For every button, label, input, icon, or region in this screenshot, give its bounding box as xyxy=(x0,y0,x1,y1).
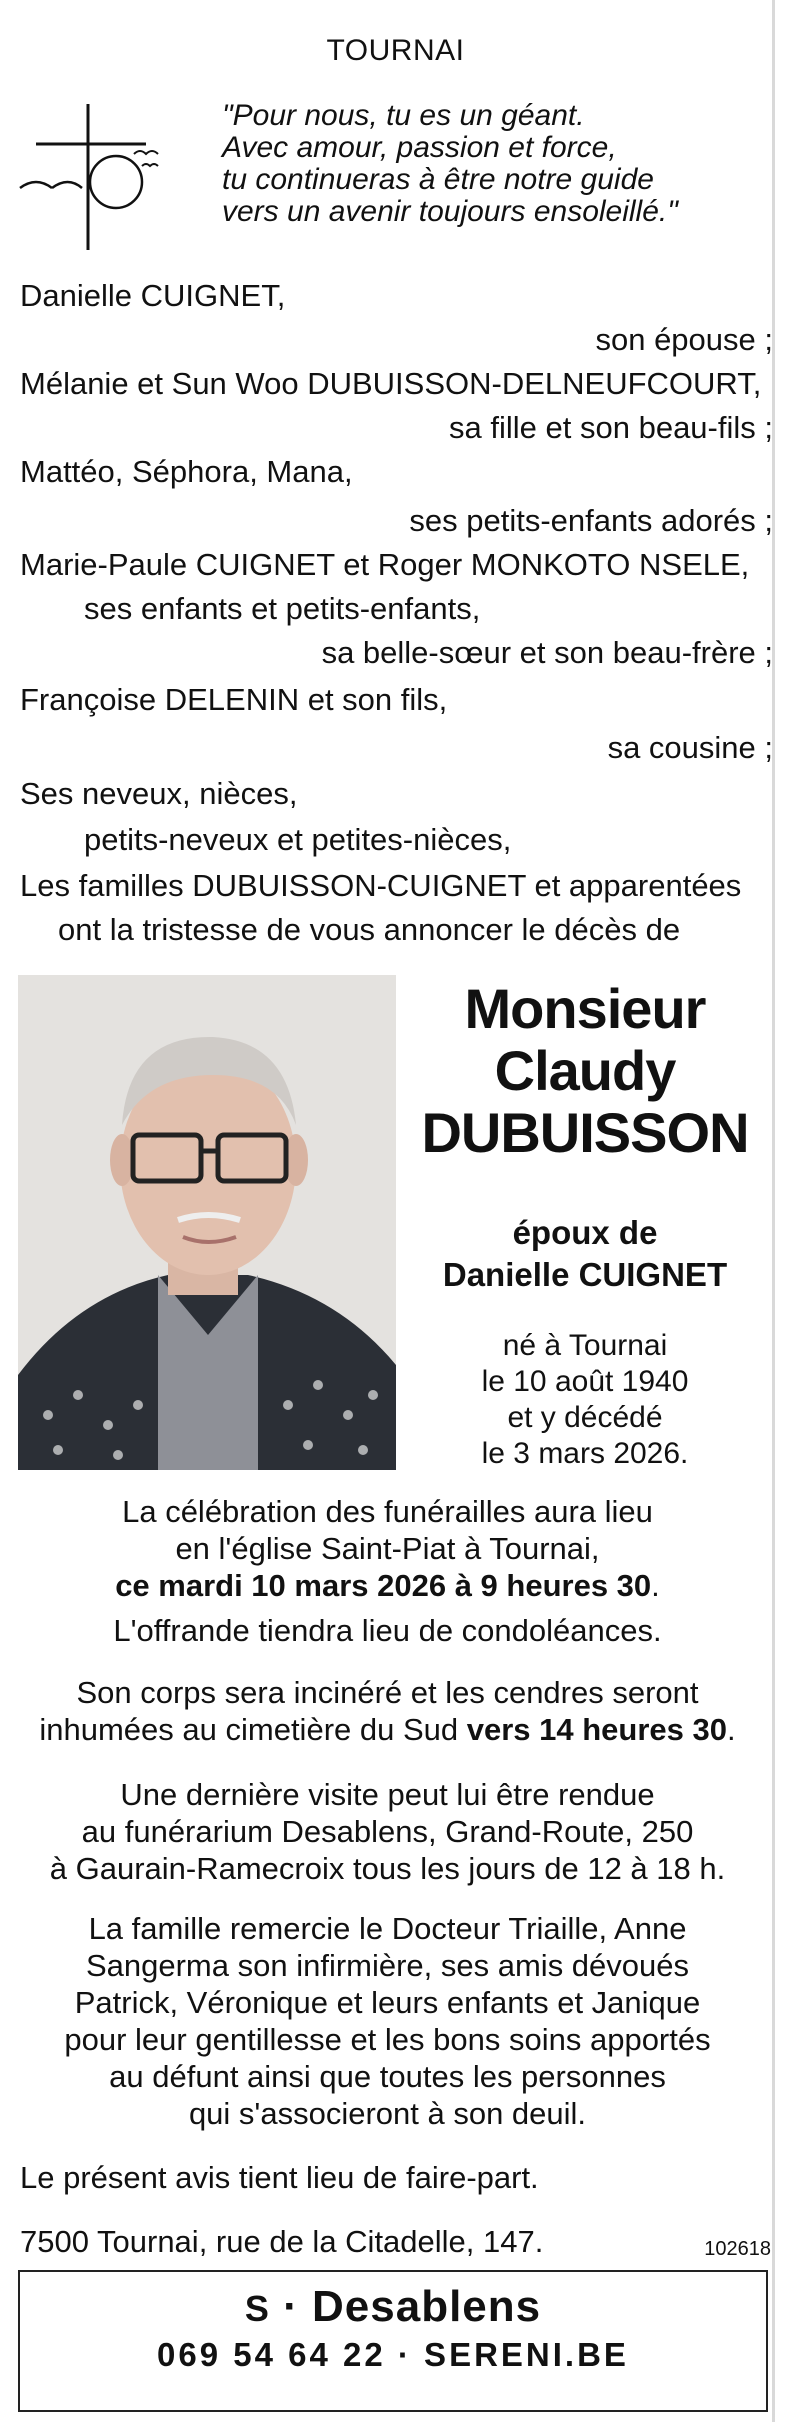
birth-line: né à Tournai xyxy=(502,1329,668,1362)
visit-paragraph xyxy=(0,1776,775,1887)
ceremony-line: en l'église Saint-Piat à Tournai, xyxy=(175,1531,600,1566)
thanks-line: qui s'associeront à son deuil. xyxy=(188,2096,587,2131)
visit-line: à Gaurain-Ramecroix tous les jours de 12 à 18 h. xyxy=(49,1851,726,1886)
cremation-line: Son corps sera incinéré et les cendres seront xyxy=(76,1675,699,1710)
family-line: Les familles DUBUISSON-CUIGNET et apparentées xyxy=(20,868,742,903)
ceremony-datetime: ce mardi 10 mars 2026 à 9 heures 30. xyxy=(115,1568,660,1603)
family-line: petits-neveux et petites-nièces, xyxy=(84,822,512,857)
family-line: Françoise DELENIN et son fils, xyxy=(20,682,448,717)
reference-number: 102618 xyxy=(704,2238,771,2260)
ceremony-datetime-bold: ce mardi 10 mars 2026 à 9 heures 30 xyxy=(115,1568,652,1603)
birth-date: le 10 août 1940 xyxy=(481,1365,689,1398)
deceased-first-name: Claudy xyxy=(494,1039,676,1102)
announcement-line: ont la tristesse de vous annoncer le décès de xyxy=(58,912,681,947)
logo-contact: 069 54 64 22 · SERENI.BE xyxy=(157,2336,629,2373)
cross-with-birds-icon xyxy=(16,102,176,252)
thanks-line: Patrick, Véronique et leurs enfants et Janique xyxy=(74,1985,701,2020)
thanks-line: au défunt ainsi que toutes les personnes xyxy=(109,2059,666,2094)
visit-line: au funérarium Desablens, Grand-Route, 250 xyxy=(81,1814,694,1849)
spouse-label: époux de xyxy=(512,1214,658,1251)
thanks-paragraph xyxy=(0,1910,775,2132)
funeral-home-logo xyxy=(18,2270,768,2412)
cremation-line: inhumées au cimetière du Sud vers 14 heures 30. xyxy=(39,1712,736,1747)
quote-block xyxy=(222,100,762,228)
deceased-portrait xyxy=(18,975,396,1470)
deceased-last-name: DUBUISSON xyxy=(421,1101,749,1164)
city-heading: TOURNAI xyxy=(326,34,465,67)
thanks-line: La famille remercie le Docteur Triaille, Anne xyxy=(88,1911,687,1946)
deceased-name-block xyxy=(400,978,770,1164)
visit-line: Une dernière visite peut lui être rendue xyxy=(120,1777,655,1812)
deceased-title: Monsieur xyxy=(464,977,706,1040)
address-line: 7500 Tournai, rue de la Citadelle, 147. xyxy=(20,2224,544,2259)
spouse-name: Danielle CUIGNET xyxy=(442,1256,728,1293)
thanks-line: Sangerma son infirmière, ses amis dévoués xyxy=(85,1948,690,1983)
family-line: ses enfants et petits-enfants, xyxy=(84,591,481,626)
cremation-time: vers 14 heures 30 xyxy=(466,1712,727,1747)
thanks-line: pour leur gentillesse et les bons soins apportés xyxy=(64,2022,711,2057)
notice-line: Le présent avis tient lieu de faire-part. xyxy=(20,2160,539,2195)
quote-line: "Pour nous, tu es un géant. xyxy=(222,99,585,132)
family-relation: sa cousine ; xyxy=(607,730,773,765)
quote-line: Avec amour, passion et force, xyxy=(222,131,617,164)
death-date: le 3 mars 2026. xyxy=(481,1437,689,1470)
quote-line: tu continueras à être notre guide xyxy=(222,163,654,196)
family-line: Marie-Paule CUIGNET et Roger MONKOTO NSELE, xyxy=(20,547,750,582)
birth-death-block xyxy=(400,1328,770,1472)
family-relation: son épouse ; xyxy=(595,322,773,357)
logo-name-line: S · Desablens xyxy=(244,2282,542,2331)
family-line: Mattéo, Séphora, Mana, xyxy=(20,454,353,489)
family-relation: sa belle-sœur et son beau-frère ; xyxy=(321,635,773,670)
family-line: Ses neveux, nièces, xyxy=(20,776,298,811)
spouse-block xyxy=(400,1212,770,1296)
family-line: Danielle CUIGNET, xyxy=(20,278,286,313)
quote-line: vers un avenir toujours ensoleillé." xyxy=(222,195,678,228)
family-line: Mélanie et Sun Woo DUBUISSON-DELNEUFCOURT, xyxy=(20,366,762,401)
death-line: et y décédé xyxy=(507,1401,663,1434)
cremation-paragraph xyxy=(0,1674,775,1748)
family-relation: sa fille et son beau-fils ; xyxy=(449,410,773,445)
family-relation: ses petits-enfants adorés ; xyxy=(409,503,773,538)
ceremony-line: La célébration des funérailles aura lieu xyxy=(122,1494,653,1529)
ceremony-paragraph xyxy=(0,1493,775,1649)
offering-line: L'offrande tiendra lieu de condoléances. xyxy=(113,1613,662,1648)
